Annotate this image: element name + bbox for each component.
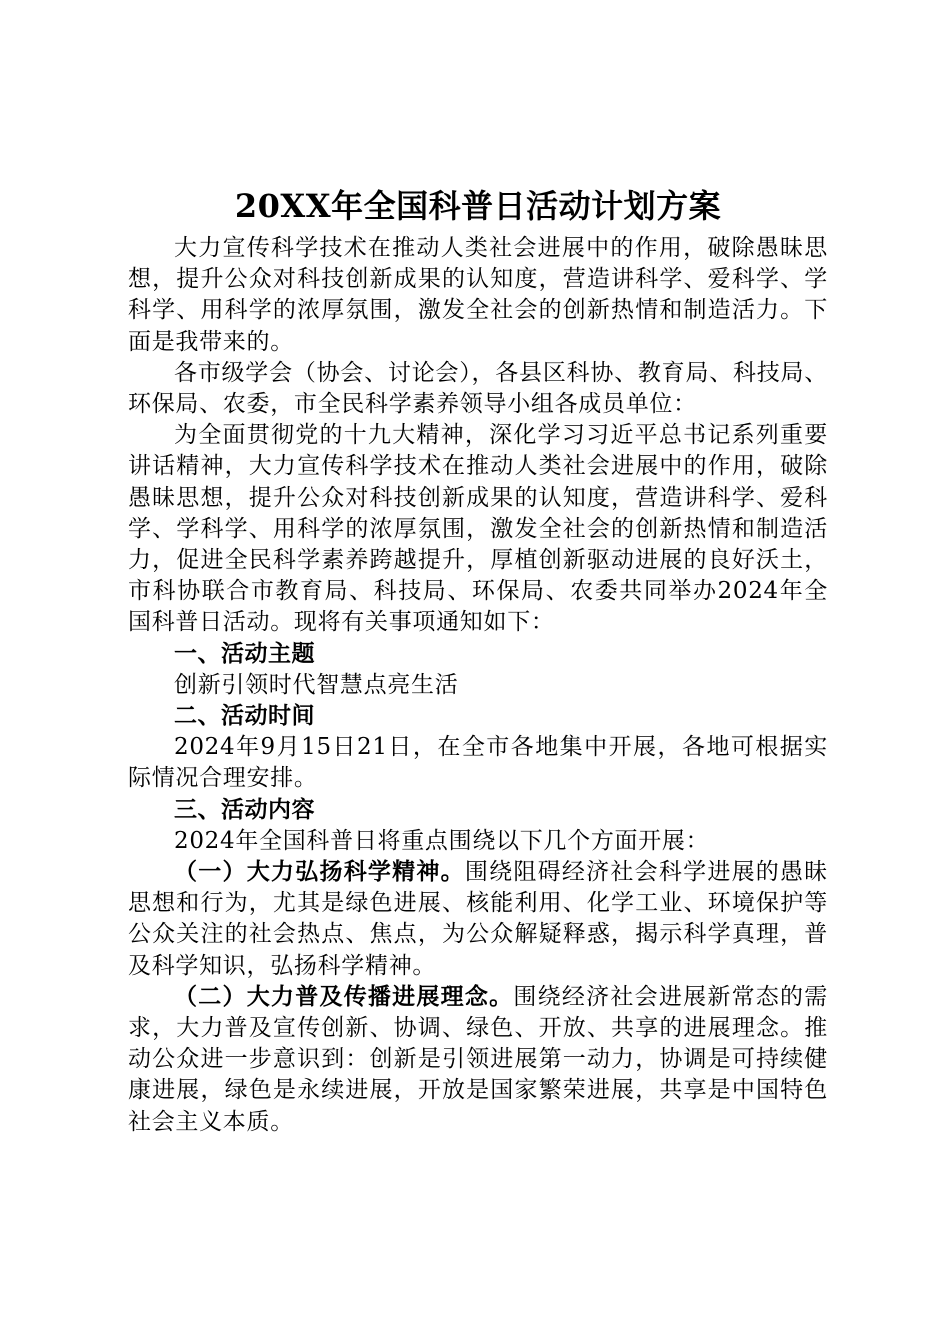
section-1-body: 创新引领时代智慧点亮生活 — [174, 671, 459, 698]
intro-paragraph-3: 为全面贯彻党的十九大精神，深化学习习近平总书记系列重要讲话精神，大力宣传科学技术在推动人类社会进展中的作用，破除愚昧思想，提升公众对科技创新成果的认知度，营造讲科学、爱科学、学科学、用科学的浓厚氛围，激发全社会的创新热情和制造活力，促进全民科学素养跨越提升，厚植创新驱动进展的良好沃土，市科协联合市教育局、科技局、环保局、农委共同举办2024年全国科普日活动。现将有关事项通知如下： — [128, 422, 828, 636]
content-item-2-body: 围绕经济社会进展新常态的需求，大力普及宣传创新、协调、绿色、开放、共享的进展理念。推动公众进一步意识到：创新是引领进展第一动力，协调是可持续健康进展，绿色是永续进展，开放是国家繁荣进展，共享是中国特色社会主义本质。 — [128, 983, 828, 1135]
section-1-heading: 一、活动主题 — [174, 640, 315, 667]
content-item-2-lead: （二）大力普及传播进展理念。 — [174, 983, 514, 1010]
content-item-1-body: 围绕阻碍经济社会科学进展的愚昧思想和行为，尤其是绿色进展、核能利用、化学工业、环境保护等公众关注的社会热点、焦点，为公众解疑释惑，揭示科学真理，普及科学知识，弘扬科学精神。 — [128, 859, 828, 979]
content-item-2 — [128, 982, 828, 1138]
document-title: 20XX年全国科普日活动计划方案 — [234, 187, 722, 225]
document-content — [128, 183, 828, 1138]
intro-paragraph-2: 各市级学会（协会、讨论会），各县区科协、教育局、科技局、环保局、农委，市全民科学素养领导小组各成员单位： — [128, 359, 828, 418]
section-2-heading: 二、活动时间 — [174, 703, 315, 730]
section-3-intro: 2024年全国科普日将重点围绕以下几个方面开展： — [174, 827, 710, 854]
content-item-1-lead: （一）大力弘扬科学精神。 — [174, 859, 465, 886]
section-3-heading: 三、活动内容 — [174, 796, 315, 823]
section-2-body: 2024年9月15日21日，在全市各地集中开展，各地可根据实际情况合理安排。 — [128, 734, 828, 792]
intro-paragraph-1: 大力宣传科学技术在推动人类社会进展中的作用，破除愚昧思想，提升公众对科技创新成果的认知度，营造讲科学、爱科学、学科学、用科学的浓厚氛围，激发全社会的创新热情和制造活力。下面是我带来的。 — [128, 235, 828, 355]
content-item-1 — [128, 857, 828, 982]
